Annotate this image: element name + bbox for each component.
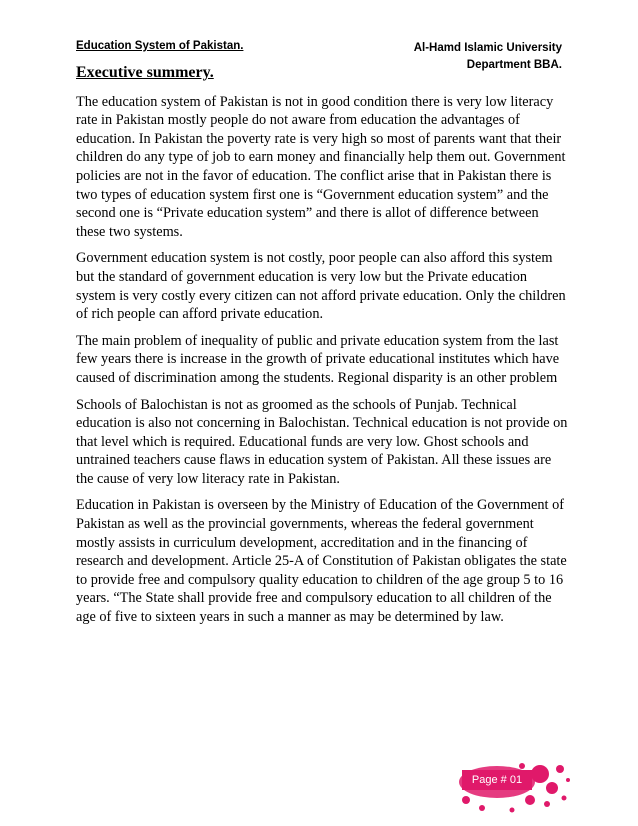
- page-number-label: Page # 01: [462, 770, 532, 790]
- header-department: Department BBA.: [466, 59, 562, 71]
- section-heading: Executive summery.: [76, 64, 214, 81]
- paragraph: Government education system is not costly, poor people can also afford this system but the standard of government education is very low but the Private education system is very costly every citizen can not afford private education. Only the children of rich people can afford private education.: [76, 250, 566, 323]
- paragraph: Education in Pakistan is overseen by the Ministry of Education of the Government of Pakistan as well as the provincial governments, whereas the federal government mostly assists in curriculum development, accreditation and in the financing of research and development. Article 25-A of Constitution of Pakistan obligates the state to provide free and compulsory quality education to children of the age group 5 to 16 years. “The State shall provide free and compulsory education to all children of the age of five to sixteen years in such a manner as may be determined by law.: [76, 497, 567, 626]
- header-document-title: Education System of Pakistan.: [76, 40, 244, 52]
- paragraph: Schools of Balochistan is not as groomed as the schools of Punjab. Technical education is also not concerning in Balochistan. Technical education is not provide on that level which is required. Educational funds are very low. Ghost schools and untrained teachers cause flaws in education system of Pakistan. All these issues are the cause of very low literacy rate in Pakistan.: [76, 396, 568, 487]
- ink-splash-decoration: [452, 760, 572, 820]
- paragraph: The main problem of inequality of public and private education system from the last few years there is increase in the growth of private educational institutes which have caused of discrimination among the students. Regional disparity is an other problem: [76, 332, 560, 386]
- header-university: Al-Hamd Islamic University: [413, 42, 562, 54]
- document-body: [76, 64, 568, 635]
- paragraph: The education system of Pakistan is not in good condition there is very low literacy rate in Pakistan mostly people do not aware from education the advantages of education. In Pakistan the poverty rate is very high so most of parents want that their children do any type of job to earn money and financially help them out. Government policies are not in the favor of education. The conflict arise that in Pakistan there is two types of education system first one is “Government education system” and the second one is “Private education system” and there is allot of difference between these two systems.: [76, 93, 566, 240]
